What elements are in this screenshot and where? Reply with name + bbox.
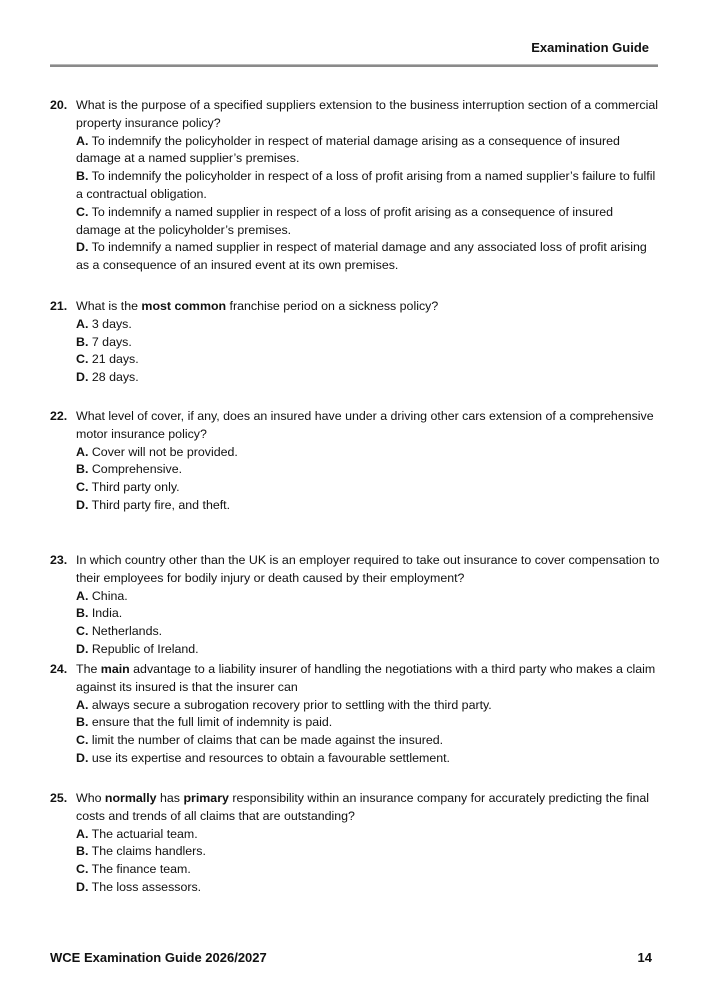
stem-emphasis: normally	[104, 791, 157, 805]
question-stem	[76, 552, 660, 588]
option-a	[76, 316, 660, 334]
option-letter: C.	[76, 733, 89, 748]
stem-emphasis: main	[100, 662, 130, 676]
stem-text: advantage to a liability insurer of handling the negotiations with a third party who makes a claim against its insured is that the insurer can	[76, 662, 656, 694]
question-stem	[76, 97, 660, 133]
option-text: Cover will not be provided.	[88, 444, 238, 459]
question-number: 25.	[50, 791, 68, 805]
option-b	[76, 334, 660, 352]
question-23	[50, 552, 660, 659]
stem-text: What is the purpose of a specified suppliers extension to the business interruption section of a commercial property insurance policy?	[76, 98, 658, 130]
option-text: Third party only.	[88, 480, 180, 495]
question-21	[50, 298, 660, 387]
page-header-title: Examination Guide	[531, 40, 649, 55]
option-text: The actuarial team.	[88, 826, 198, 841]
stem-emphasis: most common	[141, 299, 227, 313]
option-b	[76, 714, 660, 732]
question-number: 20.	[50, 98, 68, 112]
option-text: To indemnify the policyholder in respect of a loss of profit arising from a named supplier’s failure to fulfil a contractual obligation.	[76, 169, 656, 201]
page-number: 14	[637, 950, 652, 965]
option-letter: C.	[76, 352, 89, 367]
questions-list	[50, 97, 660, 894]
option-text: The loss assessors.	[88, 879, 202, 894]
option-c	[76, 732, 660, 750]
question-stem	[76, 661, 660, 697]
question-number: 21.	[50, 299, 68, 313]
option-letter: A.	[76, 133, 89, 148]
option-letter: B.	[76, 844, 89, 859]
option-d	[76, 879, 660, 897]
question-number: 24.	[50, 662, 68, 676]
option-letter: B.	[76, 169, 89, 184]
question-24	[50, 661, 660, 768]
option-c	[76, 861, 660, 879]
option-text: 7 days.	[88, 334, 132, 349]
option-letter: B.	[76, 715, 89, 730]
question-stem	[76, 790, 660, 826]
option-text: To indemnify the policyholder in respect of material damage arising as a consequence of insured damage at a named supplier’s premises.	[76, 133, 620, 166]
stem-text: What level of cover, if any, does an insured have under a driving other cars extension of a comprehensive motor insurance policy?	[76, 409, 654, 441]
option-letter: D.	[76, 879, 89, 894]
question-number: 23.	[50, 553, 68, 567]
option-text: limit the number of claims that can be made against the insured.	[88, 733, 444, 748]
stem-text: has	[156, 791, 184, 805]
option-a	[76, 826, 660, 844]
option-text: Republic of Ireland.	[88, 641, 199, 656]
option-c	[76, 479, 660, 497]
stem-emphasis: primary	[183, 791, 229, 805]
option-text: To indemnify a named supplier in respect of material damage and any associated loss of profit arising as a consequence of an insured event at its own premises.	[76, 240, 647, 273]
option-letter: C.	[76, 624, 89, 639]
option-a	[76, 697, 660, 715]
header-divider	[50, 64, 658, 67]
question-22	[50, 408, 660, 515]
option-text: ensure that the full limit of indemnity is paid.	[88, 715, 333, 730]
option-text: use its expertise and resources to obtain a favourable settlement.	[88, 750, 451, 765]
option-letter: C.	[76, 204, 89, 219]
option-text: 21 days.	[88, 352, 139, 367]
option-text: always secure a subrogation recovery prior to settling with the third party.	[88, 697, 492, 712]
option-text: 3 days.	[88, 316, 132, 331]
option-letter: B.	[76, 462, 89, 477]
option-text: India.	[88, 606, 123, 621]
option-b	[76, 168, 660, 204]
option-letter: D.	[76, 641, 89, 656]
option-b	[76, 605, 660, 623]
option-d	[76, 369, 660, 387]
option-d	[76, 641, 660, 659]
option-b	[76, 461, 660, 479]
page-footer	[50, 950, 652, 965]
option-text: To indemnify a named supplier in respect of a loss of profit arising as a consequence of insured damage at the policyholder’s premises.	[76, 204, 614, 237]
option-letter: A.	[76, 697, 89, 712]
option-text: The finance team.	[88, 862, 191, 877]
stem-text: The	[76, 662, 101, 676]
option-letter: D.	[76, 240, 89, 255]
option-a	[76, 588, 660, 606]
option-text: The claims handlers.	[88, 844, 206, 859]
option-text: 28 days.	[88, 370, 139, 385]
stem-text: franchise period on a sickness policy?	[226, 299, 439, 313]
option-letter: B.	[76, 334, 89, 349]
option-text: Netherlands.	[88, 624, 163, 639]
stem-text: Who	[76, 791, 105, 805]
question-20	[50, 97, 660, 275]
option-letter: A.	[76, 444, 89, 459]
option-letter: D.	[76, 497, 89, 512]
option-d	[76, 750, 660, 768]
footer-title: WCE Examination Guide 2026/2027	[50, 950, 267, 965]
option-text: China.	[88, 588, 128, 603]
option-c	[76, 204, 660, 240]
question-25	[50, 790, 660, 897]
option-a	[76, 444, 660, 462]
option-d	[76, 239, 660, 275]
stem-text: responsibility within an insurance company for accurately predicting the final costs and trends of all claims that are outstanding?	[76, 791, 650, 823]
option-c	[76, 351, 660, 369]
option-letter: C.	[76, 480, 89, 495]
option-text: Third party fire, and theft.	[88, 497, 231, 512]
question-stem	[76, 298, 660, 316]
option-letter: A.	[76, 826, 89, 841]
stem-text: In which country other than the UK is an employer required to take out insurance to cover compensation to their employees for bodily injury or death caused by their employment?	[76, 553, 660, 585]
stem-text: What is the	[76, 299, 142, 313]
question-number: 22.	[50, 409, 68, 423]
option-letter: C.	[76, 862, 89, 877]
option-d	[76, 497, 660, 515]
option-letter: D.	[76, 370, 89, 385]
option-b	[76, 843, 660, 861]
option-letter: A.	[76, 316, 89, 331]
option-a	[76, 133, 660, 169]
option-text: Comprehensive.	[88, 462, 183, 477]
option-letter: D.	[76, 750, 89, 765]
option-letter: A.	[76, 588, 89, 603]
option-letter: B.	[76, 606, 89, 621]
option-c	[76, 623, 660, 641]
question-stem	[76, 408, 660, 444]
